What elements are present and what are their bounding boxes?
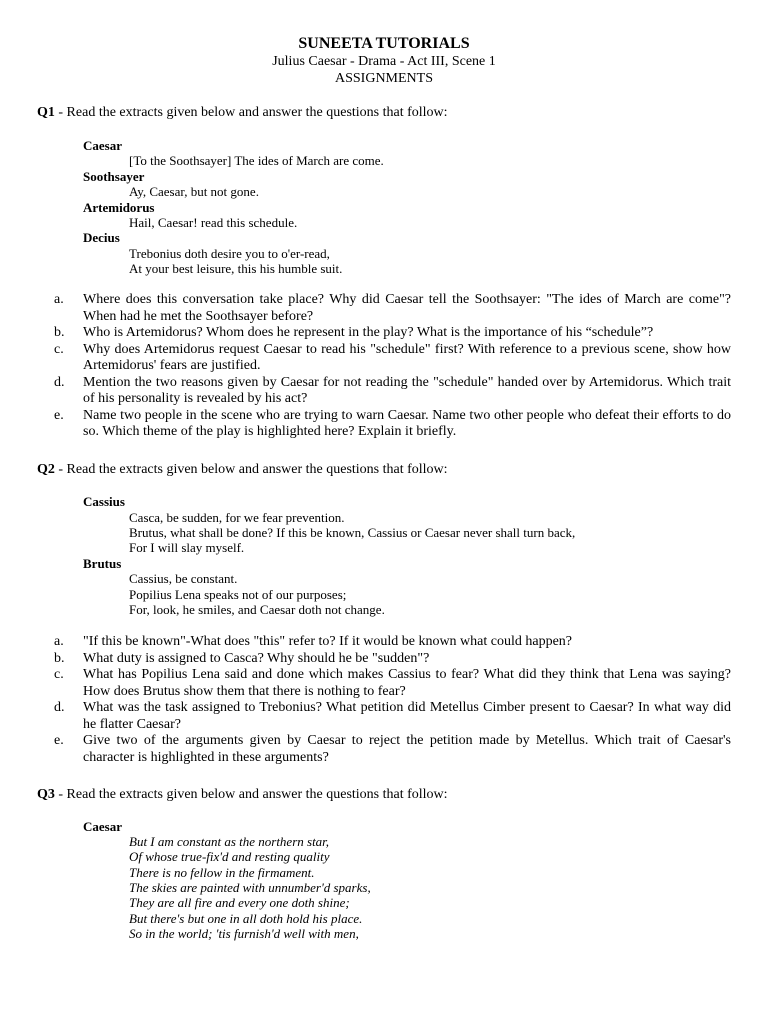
- extract-line: But there's but one in all doth hold his place.: [129, 911, 363, 926]
- extract-line: Hail, Caesar! read this schedule.: [129, 215, 298, 230]
- extract-line: Ay, Caesar, but not gone.: [129, 184, 259, 199]
- question-item: [54, 292, 731, 325]
- question-text: Mention the two reasons given by Caesar for not reading the "schedule" handed over by Artemidorus. Which trait of his personality is revealed by his act?: [83, 374, 731, 406]
- extract-line: Brutus, what shall be done? If this be known, Cassius or Caesar never shall turn back,: [129, 525, 576, 540]
- extract-line: Of whose true-fix'd and resting quality: [129, 849, 330, 864]
- question-text: Where does this conversation take place? Why did Caesar tell the Soothsayer: "The ides of March are come"? When had he met the Soothsayer before?: [83, 292, 731, 324]
- q1-question-list: [54, 292, 731, 441]
- extract-line: The skies are painted with unnumber'd sparks,: [129, 880, 371, 895]
- q2-label: Q2: [37, 462, 55, 477]
- question-item: [54, 342, 731, 375]
- question-marker: a.: [54, 634, 64, 649]
- question-marker: c.: [54, 667, 64, 682]
- q3-label: Q3: [37, 787, 55, 802]
- question-marker: e.: [54, 407, 64, 423]
- question-marker: c.: [54, 341, 64, 357]
- question-text: What has Popilius Lena said and done which makes Cassius to fear? What did they think that Lena was saying? How does Brutus show them that there is nothing to fear?: [83, 667, 731, 699]
- q1-intro: - Read the extracts given below and answer the questions that follow:: [54, 105, 448, 120]
- question-text: Give two of the arguments given by Caesar to reject the petition made by Metellus. Which trait of Caesar's character is highlighted in these arguments?: [83, 733, 731, 765]
- extract-line: They are all fire and every one doth shine;: [129, 895, 350, 910]
- extract-line: There is no fellow in the firmament.: [129, 865, 315, 880]
- question-marker: e.: [54, 733, 64, 748]
- question-text: What was the task assigned to Trebonius? What petition did Metellus Cimber present to Caesar? In what way did he flatter Caesar?: [83, 700, 731, 732]
- extract-line: Trebonius doth desire you to o'er-read,: [129, 246, 330, 261]
- extract-line: At your best leisure, this his humble suit.: [129, 261, 343, 276]
- q2-intro: - Read the extracts given below and answer the questions that follow:: [54, 462, 448, 477]
- extract-line: For, look, he smiles, and Caesar doth not change.: [129, 602, 385, 617]
- speaker-name: Caesar: [83, 138, 122, 153]
- speaker-name: Decius: [83, 230, 120, 245]
- question-item: [54, 667, 731, 700]
- question-marker: d.: [54, 700, 65, 715]
- extract-line: Casca, be sudden, for we fear prevention.: [129, 510, 345, 525]
- q3-heading: [37, 786, 448, 803]
- extract-line: Popilius Lena speaks not of our purposes;: [129, 587, 347, 602]
- extract-line: Cassius, be constant.: [129, 571, 238, 586]
- question-marker: b.: [54, 650, 65, 666]
- extract-line: But I am constant as the northern star,: [129, 834, 330, 849]
- speaker-name: Artemidorus: [83, 200, 155, 215]
- question-marker: d.: [54, 374, 65, 390]
- question-item: [54, 651, 731, 668]
- q2-question-list: [54, 634, 731, 766]
- extract-line: [To the Soothsayer] The ides of March are come.: [129, 153, 384, 168]
- question-item: [54, 733, 731, 766]
- question-text: "If this be known"-What does "this" refer to? If it would be known what could happen?: [83, 634, 573, 649]
- question-text: Why does Artemidorus request Caesar to read his "schedule" first? With reference to a previous scene, show how Artemidorus' fears are justified.: [83, 341, 731, 373]
- extract-line: For I will slay myself.: [129, 540, 245, 555]
- document-section: ASSIGNMENTS: [334, 71, 433, 86]
- question-text: Name two people in the scene who are trying to warn Caesar. Name two other people who defeat their efforts to do so. Which theme of the play is highlighted here? Explain it briefly.: [83, 407, 731, 439]
- question-text: What duty is assigned to Casca? Why should he be "sudden"?: [83, 650, 430, 666]
- extract-line: So in the world; 'tis furnish'd well with men,: [129, 926, 359, 941]
- speaker-name: Soothsayer: [83, 169, 145, 184]
- question-item: [54, 634, 731, 651]
- q2-heading: [37, 461, 448, 478]
- question-marker: a.: [54, 292, 64, 307]
- speaker-name: Brutus: [83, 556, 122, 571]
- document-subtitle: Julius Caesar - Drama - Act III, Scene 1: [272, 54, 496, 69]
- q3-intro: - Read the extracts given below and answer the questions that follow:: [54, 787, 448, 802]
- speaker-name: Cassius: [83, 494, 125, 509]
- question-item: [54, 325, 731, 342]
- question-item: [54, 700, 731, 733]
- question-item: [54, 375, 731, 408]
- question-marker: b.: [54, 325, 65, 340]
- q1-label: Q1: [37, 105, 55, 120]
- q1-heading: [37, 104, 448, 121]
- speaker-name: Caesar: [83, 819, 122, 834]
- question-item: [54, 408, 731, 441]
- document-title: SUNEETA TUTORIALS: [298, 35, 470, 52]
- question-text: Who is Artemidorus? Whom does he represent in the play? What is the importance of his “schedule”?: [83, 325, 654, 340]
